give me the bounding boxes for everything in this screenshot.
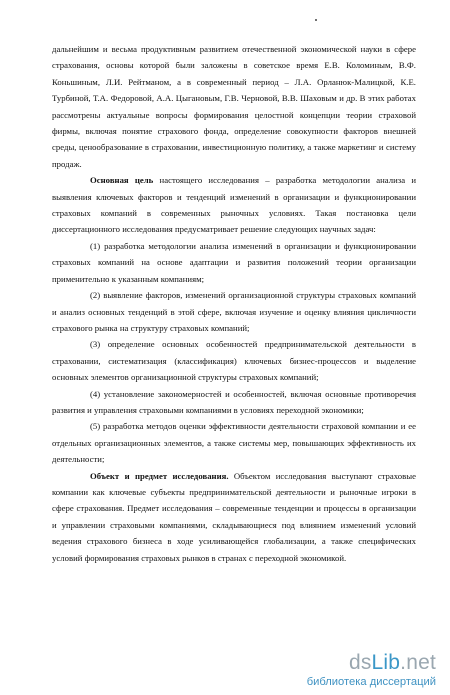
watermark-logo xyxy=(349,651,436,675)
paragraph-object-bold: Объект и предмет исследования. xyxy=(90,470,229,481)
task-4-text: (4) установление закономерностей и особенностей, включая основные противоречия развития и управления страховыми компаниями в условиях переходной экономики; xyxy=(52,388,416,415)
watermark-logo-net: .net xyxy=(400,651,436,674)
watermark-subtitle: библиотека диссертаций xyxy=(306,676,436,688)
watermark xyxy=(286,651,446,691)
watermark-logo-lib: Lib xyxy=(371,651,401,674)
task-3 xyxy=(52,336,416,385)
task-2-text: (2) выявление факторов, изменений организационной структуры страховых компаний и анализ основных тенденций в этой сфере, включая изучение и оценку влияния цикличности страхового рынка на структуру страховых компаний; xyxy=(52,290,416,333)
paragraph-goal xyxy=(52,172,416,238)
watermark-logo-ds: ds xyxy=(348,651,372,674)
paragraph-object xyxy=(52,468,416,566)
paragraph-object-text: Объектом исследования выступают страховые компании как ключевые субъекты предпринимательской деятельности и рыночные игроки в сфере страхования. Предмет исследования – современные тенденции и процессы в организации и управлении страховыми компаниями, складывающиеся под влиянием изменений условий ведения страхового бизнеса в ходе усиливающейся глобализации, а также специфических условий формирования страховых рынков в странах с переходной экономикой. xyxy=(52,470,416,563)
paragraph-1-text: дальнейшим и весьма продуктивным развитием отечественной экономической науки в сфере страхования, основы которой были заложены в советское время Е.В. Коломиным, В.Ф. Коньшиным, Л.И. Рейтманом, а в современный период – Л.А. Орланюк-Малицкой, К.Е. Турбиной, Т.А. Федоровой, А.А. Цыгановым, Г.В. Черновой, В.В. Шаховым и др. В этих работах рассмотрены актуальные вопросы формирования целостной концепции теории страховой фирмы, включая понятие страхового фонда, определение совокупности факторов внешней среды, ценообразование в страховании, инвестиционную политику, а также маркетинг и систему продаж. xyxy=(52,44,416,169)
page-mark xyxy=(315,19,317,21)
paragraph-goal-text: настоящего исследования – разработка методологии анализа и выявления ключевых факторов и тенденций изменений в организации и функционировании страховых компаний в современных рыночных условиях. Такая постановка цели диссертационного исследования предусматривает решение следующих научных задач: xyxy=(52,175,417,235)
paragraph-goal-bold: Основная цель xyxy=(90,175,154,186)
document-body xyxy=(52,41,416,566)
paragraph-1 xyxy=(52,41,416,172)
task-4 xyxy=(52,386,416,419)
task-1 xyxy=(52,238,416,287)
task-5 xyxy=(52,418,416,467)
task-3-text: (3) определение основных особенностей предпринимательской деятельности в страховании, систематизация (классификация) ключевых бизнес-процессов и выделение основных элементов организационной структуры страховых компаний; xyxy=(52,339,416,383)
task-5-text: (5) разработка методов оценки эффективности деятельности страховой компании и ее отдельных организационных элементов, а также системы мер, повышающих эффективность их деятельности; xyxy=(52,421,416,465)
task-2 xyxy=(52,287,416,336)
task-1-text: (1) разработка методологии анализа изменений в организации и функционировании страховых компаний на основе адаптации и развития положений теории организации применительно к указанным компаниям; xyxy=(52,240,416,284)
